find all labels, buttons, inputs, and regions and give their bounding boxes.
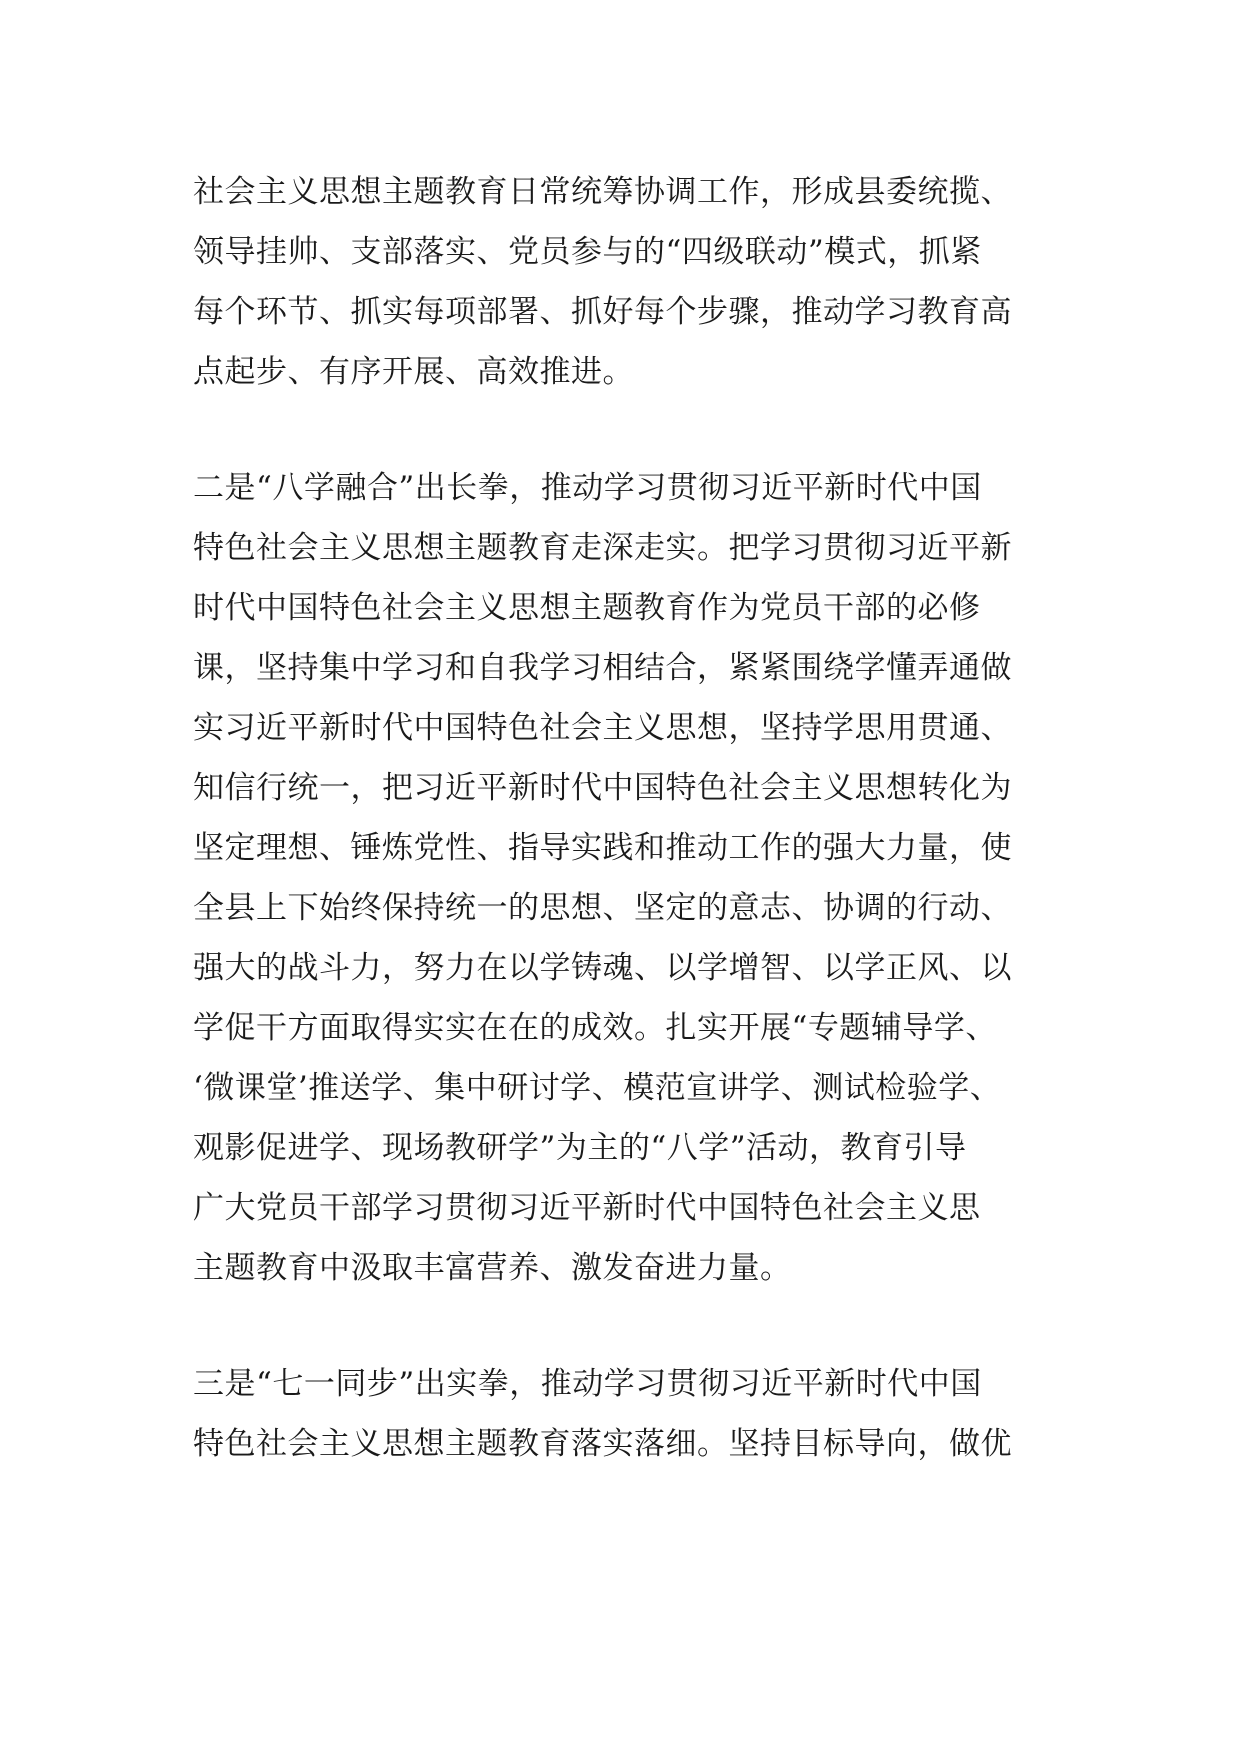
text-line: 点起步、有序开展、高效推进。 [193,354,634,390]
text-line: 实习近平新时代中国特色社会主义思想，坚持学思用贯通、 [193,710,1012,746]
text-line: 强大的战斗力，努力在以学铸魂、以学增智、以学正风、以 [193,950,1012,986]
text-line: 特色社会主义思想主题教育落实落细。坚持目标导向，做优 [193,1426,1012,1462]
text-line: 三是“七一同步”出实拳，推动学习贯彻习近平新时代中国 [193,1366,982,1402]
text-line: 领导挂帅、支部落实、党员参与的“四级联动”模式，抓紧 [193,234,982,270]
text-line: 课，坚持集中学习和自我学习相结合，紧紧围绕学懂弄通做 [193,650,1012,686]
text-line: 时代中国特色社会主义思想主题教育作为党员干部的必修 [193,590,981,626]
text-line: 主题教育中汲取丰富营养、激发奋进力量。 [193,1250,792,1286]
paragraph-2 [193,458,1053,1298]
text-line: 广大党员干部学习贯彻习近平新时代中国特色社会主义思 [193,1190,981,1226]
text-line: 社会主义思想主题教育日常统筹协调工作，形成县委统揽、 [193,174,1012,210]
text-line: ‘微课堂’推送学、集中研讨学、模范宣讲学、测试检验学、 [193,1070,1002,1106]
text-line: 知信行统一，把习近平新时代中国特色社会主义思想转化为 [193,770,1012,806]
text-line: 坚定理想、锤炼党性、指导实践和推动工作的强大力量，使 [193,830,1012,866]
document-body [193,162,1053,1474]
paragraph-spacer [193,402,1053,458]
text-line: 学促干方面取得实实在在的成效。扎实开展“专题辅导学、 [193,1010,997,1046]
text-line: 每个环节、抓实每项部署、抓好每个步骤，推动学习教育高 [193,294,1012,330]
paragraph-3 [193,1354,1053,1474]
text-line: 二是“八学融合”出长拳，推动学习贯彻习近平新时代中国 [193,470,982,506]
paragraph-1 [193,162,1053,402]
text-line: 特色社会主义思想主题教育走深走实。把学习贯彻习近平新 [193,530,1012,566]
text-line: 观影促进学、现场教研学”为主的“八学”活动，教育引导 [193,1130,967,1166]
paragraph-spacer [193,1298,1053,1354]
text-line: 全县上下始终保持统一的思想、坚定的意志、协调的行动、 [193,890,1012,926]
